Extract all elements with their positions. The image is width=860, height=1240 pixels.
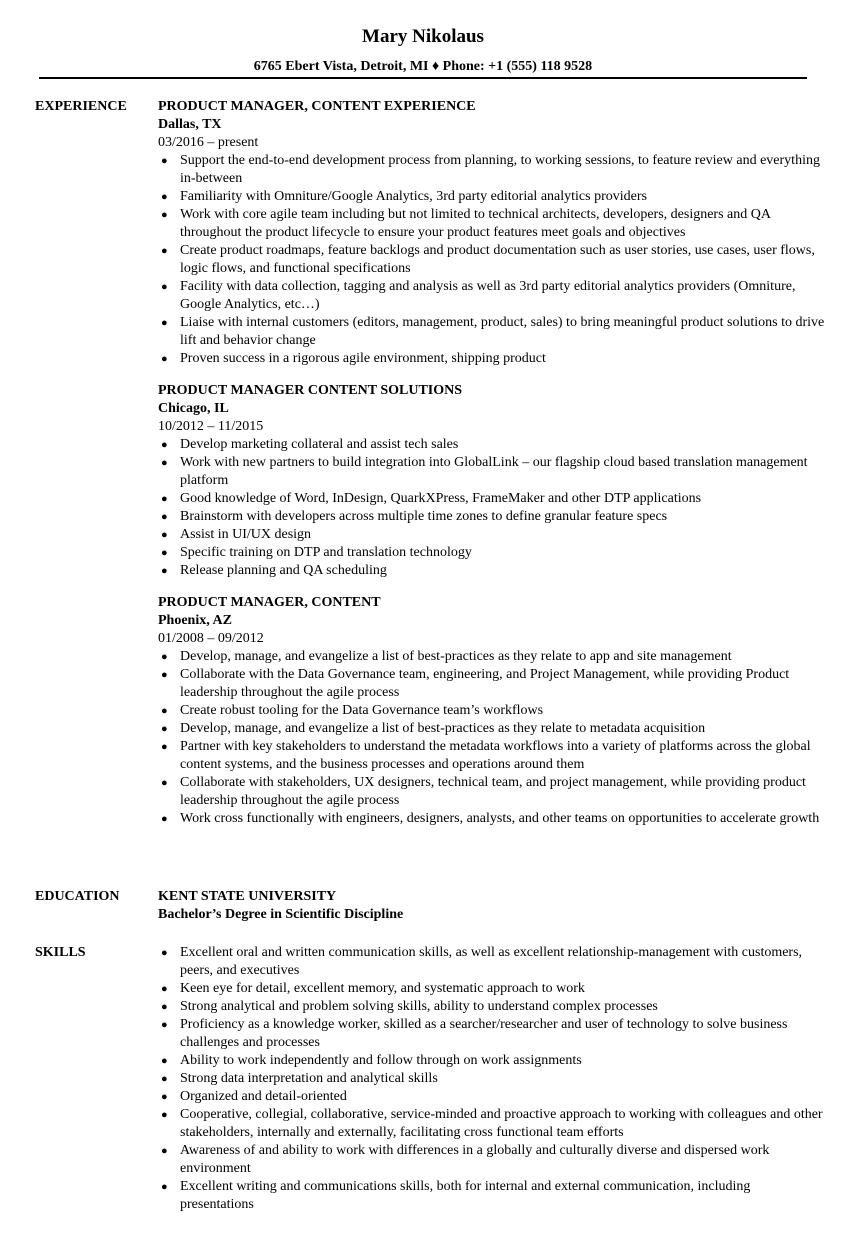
bullet-text: Develop marketing collateral and assist tech sales [180, 437, 459, 452]
bullet-icon: ● [161, 1181, 168, 1193]
bullet-item [158, 562, 825, 580]
job-dates: 03/2016 – present [158, 135, 259, 150]
bullet-icon: ● [161, 741, 168, 753]
bullet-icon: ● [161, 1145, 168, 1157]
bullet-text: Facility with data collection, tagging and analysis as well as 3rd party editorial analytics providers (Omniture, Google Analytics, etc…) [180, 279, 796, 312]
bullet-item [158, 278, 825, 314]
bullet-icon: ● [161, 651, 168, 663]
bullet-item [158, 242, 825, 278]
bullet-item [158, 738, 825, 774]
bullet-icon: ● [161, 1019, 168, 1031]
bullet-text: Support the end-to-end development process from planning, to working sessions, to feature review and everything in-between [180, 153, 820, 186]
bullet-icon: ● [161, 245, 168, 257]
bullet-item [158, 490, 825, 508]
bullet-item [158, 666, 825, 702]
bullet-item [158, 454, 825, 490]
bullet-text: Strong analytical and problem solving skills, ability to understand complex processes [180, 999, 658, 1014]
bullet-item [158, 1142, 825, 1178]
bullet-text: Assist in UI/UX design [180, 527, 312, 542]
job-location: Dallas, TX [158, 117, 222, 132]
bullet-item [158, 436, 825, 454]
bullet-item [158, 810, 825, 828]
bullet-icon: ● [161, 317, 168, 329]
bullet-text: Good knowledge of Word, InDesign, QuarkXPress, FrameMaker and other DTP applications [180, 491, 702, 506]
bullet-icon: ● [161, 1091, 168, 1103]
bullet-item [158, 152, 825, 188]
job-bullets [158, 152, 825, 368]
job-title: PRODUCT MANAGER, CONTENT EXPERIENCE [158, 99, 476, 114]
bullet-item [158, 544, 825, 562]
job-entry [158, 594, 825, 828]
job-bullets [158, 436, 825, 580]
bullet-icon: ● [161, 511, 168, 523]
bullet-icon: ● [161, 353, 168, 365]
bullet-icon: ● [161, 457, 168, 469]
bullet-text: Strong data interpretation and analytical skills [180, 1071, 438, 1086]
bullet-item [158, 702, 825, 720]
job-title: PRODUCT MANAGER, CONTENT [158, 595, 381, 610]
bullet-icon: ● [161, 813, 168, 825]
bullet-icon: ● [161, 529, 168, 541]
bullet-text: Collaborate with stakeholders, UX designers, technical team, and project management, while providing product leadership throughout the agile process [180, 775, 806, 808]
candidate-name: Mary Nikolaus [362, 26, 484, 47]
bullet-item [158, 1052, 825, 1070]
bullet-text: Familiarity with Omniture/Google Analytics, 3rd party editorial analytics providers [180, 189, 647, 204]
bullet-item [158, 980, 825, 998]
bullet-icon: ● [161, 947, 168, 959]
bullet-icon: ● [161, 191, 168, 203]
bullet-icon: ● [161, 1001, 168, 1013]
bullet-text: Work with new partners to build integration into GlobalLink – our flagship cloud based translation management platform [180, 455, 808, 488]
bullet-icon: ● [161, 439, 168, 451]
skills-list [158, 944, 825, 1214]
bullet-item [158, 188, 825, 206]
bullet-icon: ● [161, 281, 168, 293]
bullet-icon: ● [161, 669, 168, 681]
bullet-text: Liaise with internal customers (editors, management, product, sales) to bring meaningful product solutions to drive lift and behavior change [180, 315, 825, 348]
bullet-text: Cooperative, collegial, collaborative, service-minded and proactive approach to working with colleagues and other stakeholders, internally and externally, facilitating cross functional team efforts [180, 1107, 823, 1140]
degree: Bachelor’s Degree in Scientific Discipline [158, 907, 404, 922]
bullet-item [158, 1070, 825, 1088]
bullet-item [158, 508, 825, 526]
bullet-text: Proficiency as a knowledge worker, skilled as a searcher/researcher and user of technology to solve business challenges and processes [180, 1017, 788, 1050]
bullet-icon: ● [161, 1109, 168, 1121]
bullet-item [158, 720, 825, 738]
bullet-icon: ● [161, 705, 168, 717]
bullet-item [158, 774, 825, 810]
bullet-text: Ability to work independently and follow through on work assignments [180, 1053, 582, 1068]
bullet-item [158, 1088, 825, 1106]
header-divider [39, 77, 807, 79]
bullet-text: Create product roadmaps, feature backlogs and product documentation such as user stories, use cases, user flows, logic flows, and functional specifications [180, 243, 815, 276]
bullet-icon: ● [161, 723, 168, 735]
bullet-text: Work with core agile team including but not limited to technical architects, developers, designers and QA throughout the product lifecycle to ensure your product features meet goals and objectives [180, 207, 771, 240]
job-location: Phoenix, AZ [158, 613, 232, 628]
bullet-icon: ● [161, 209, 168, 221]
bullet-item [158, 998, 825, 1016]
bullet-item [158, 350, 825, 368]
bullet-item [158, 526, 825, 544]
bullet-icon: ● [161, 1055, 168, 1067]
school-name: KENT STATE UNIVERSITY [158, 889, 337, 904]
bullet-text: Proven success in a rigorous agile environment, shipping product [180, 351, 546, 366]
bullet-icon: ● [161, 493, 168, 505]
bullet-text: Collaborate with the Data Governance team, engineering, and Project Management, while providing Product leadership throughout the agile process [180, 667, 790, 700]
bullet-item [158, 1016, 825, 1052]
job-entry [158, 98, 825, 368]
bullet-text: Excellent oral and written communication skills, as well as excellent relationship-management with customers, peers, and executives [180, 945, 803, 978]
job-location: Chicago, IL [158, 401, 229, 416]
section-title-education: EDUCATION [35, 889, 120, 904]
job-entry [158, 382, 825, 580]
bullet-item [158, 206, 825, 242]
bullet-item [158, 648, 825, 666]
job-dates: 10/2012 – 11/2015 [158, 419, 264, 434]
contact-line: 6765 Ebert Vista, Detroit, MI ♦ Phone: +1 (555) 118 9528 [253, 59, 593, 74]
bullet-text: Develop, manage, and evangelize a list of best-practices as they relate to app and site management [180, 649, 732, 664]
bullet-item [158, 1106, 825, 1142]
bullet-item [158, 314, 825, 350]
bullet-icon: ● [161, 565, 168, 577]
bullet-text: Brainstorm with developers across multiple time zones to define granular feature specs [180, 509, 668, 524]
bullet-icon: ● [161, 983, 168, 995]
section-title-skills: SKILLS [35, 945, 86, 960]
bullet-icon: ● [161, 1073, 168, 1085]
bullet-text: Specific training on DTP and translation technology [180, 545, 472, 560]
bullet-text: Develop, manage, and evangelize a list of best-practices as they relate to metadata acquisition [180, 721, 706, 736]
job-dates: 01/2008 – 09/2012 [158, 631, 264, 646]
bullet-text: Release planning and QA scheduling [180, 563, 387, 578]
job-bullets [158, 648, 825, 828]
bullet-icon: ● [161, 777, 168, 789]
bullet-text: Keen eye for detail, excellent memory, and systematic approach to work [180, 981, 585, 996]
job-title: PRODUCT MANAGER CONTENT SOLUTIONS [158, 383, 463, 398]
bullet-text: Create robust tooling for the Data Governance team’s workflows [180, 703, 544, 718]
bullet-item [158, 944, 825, 980]
section-title-experience: EXPERIENCE [35, 99, 127, 114]
bullet-text: Excellent writing and communications skills, both for internal and external communication, including presentations [180, 1179, 751, 1212]
bullet-item [158, 1178, 825, 1214]
bullet-icon: ● [161, 155, 168, 167]
bullet-icon: ● [161, 547, 168, 559]
bullet-text: Organized and detail-oriented [180, 1089, 347, 1104]
bullet-text: Work cross functionally with engineers, designers, analysts, and other teams on opportunities to accelerate growth [180, 811, 820, 826]
bullet-text: Awareness of and ability to work with differences in a globally and culturally diverse and dispersed work environment [180, 1143, 770, 1176]
bullet-text: Partner with key stakeholders to understand the metadata workflows into a variety of platforms across the global content systems, and the business processes and operations around them [180, 739, 811, 772]
